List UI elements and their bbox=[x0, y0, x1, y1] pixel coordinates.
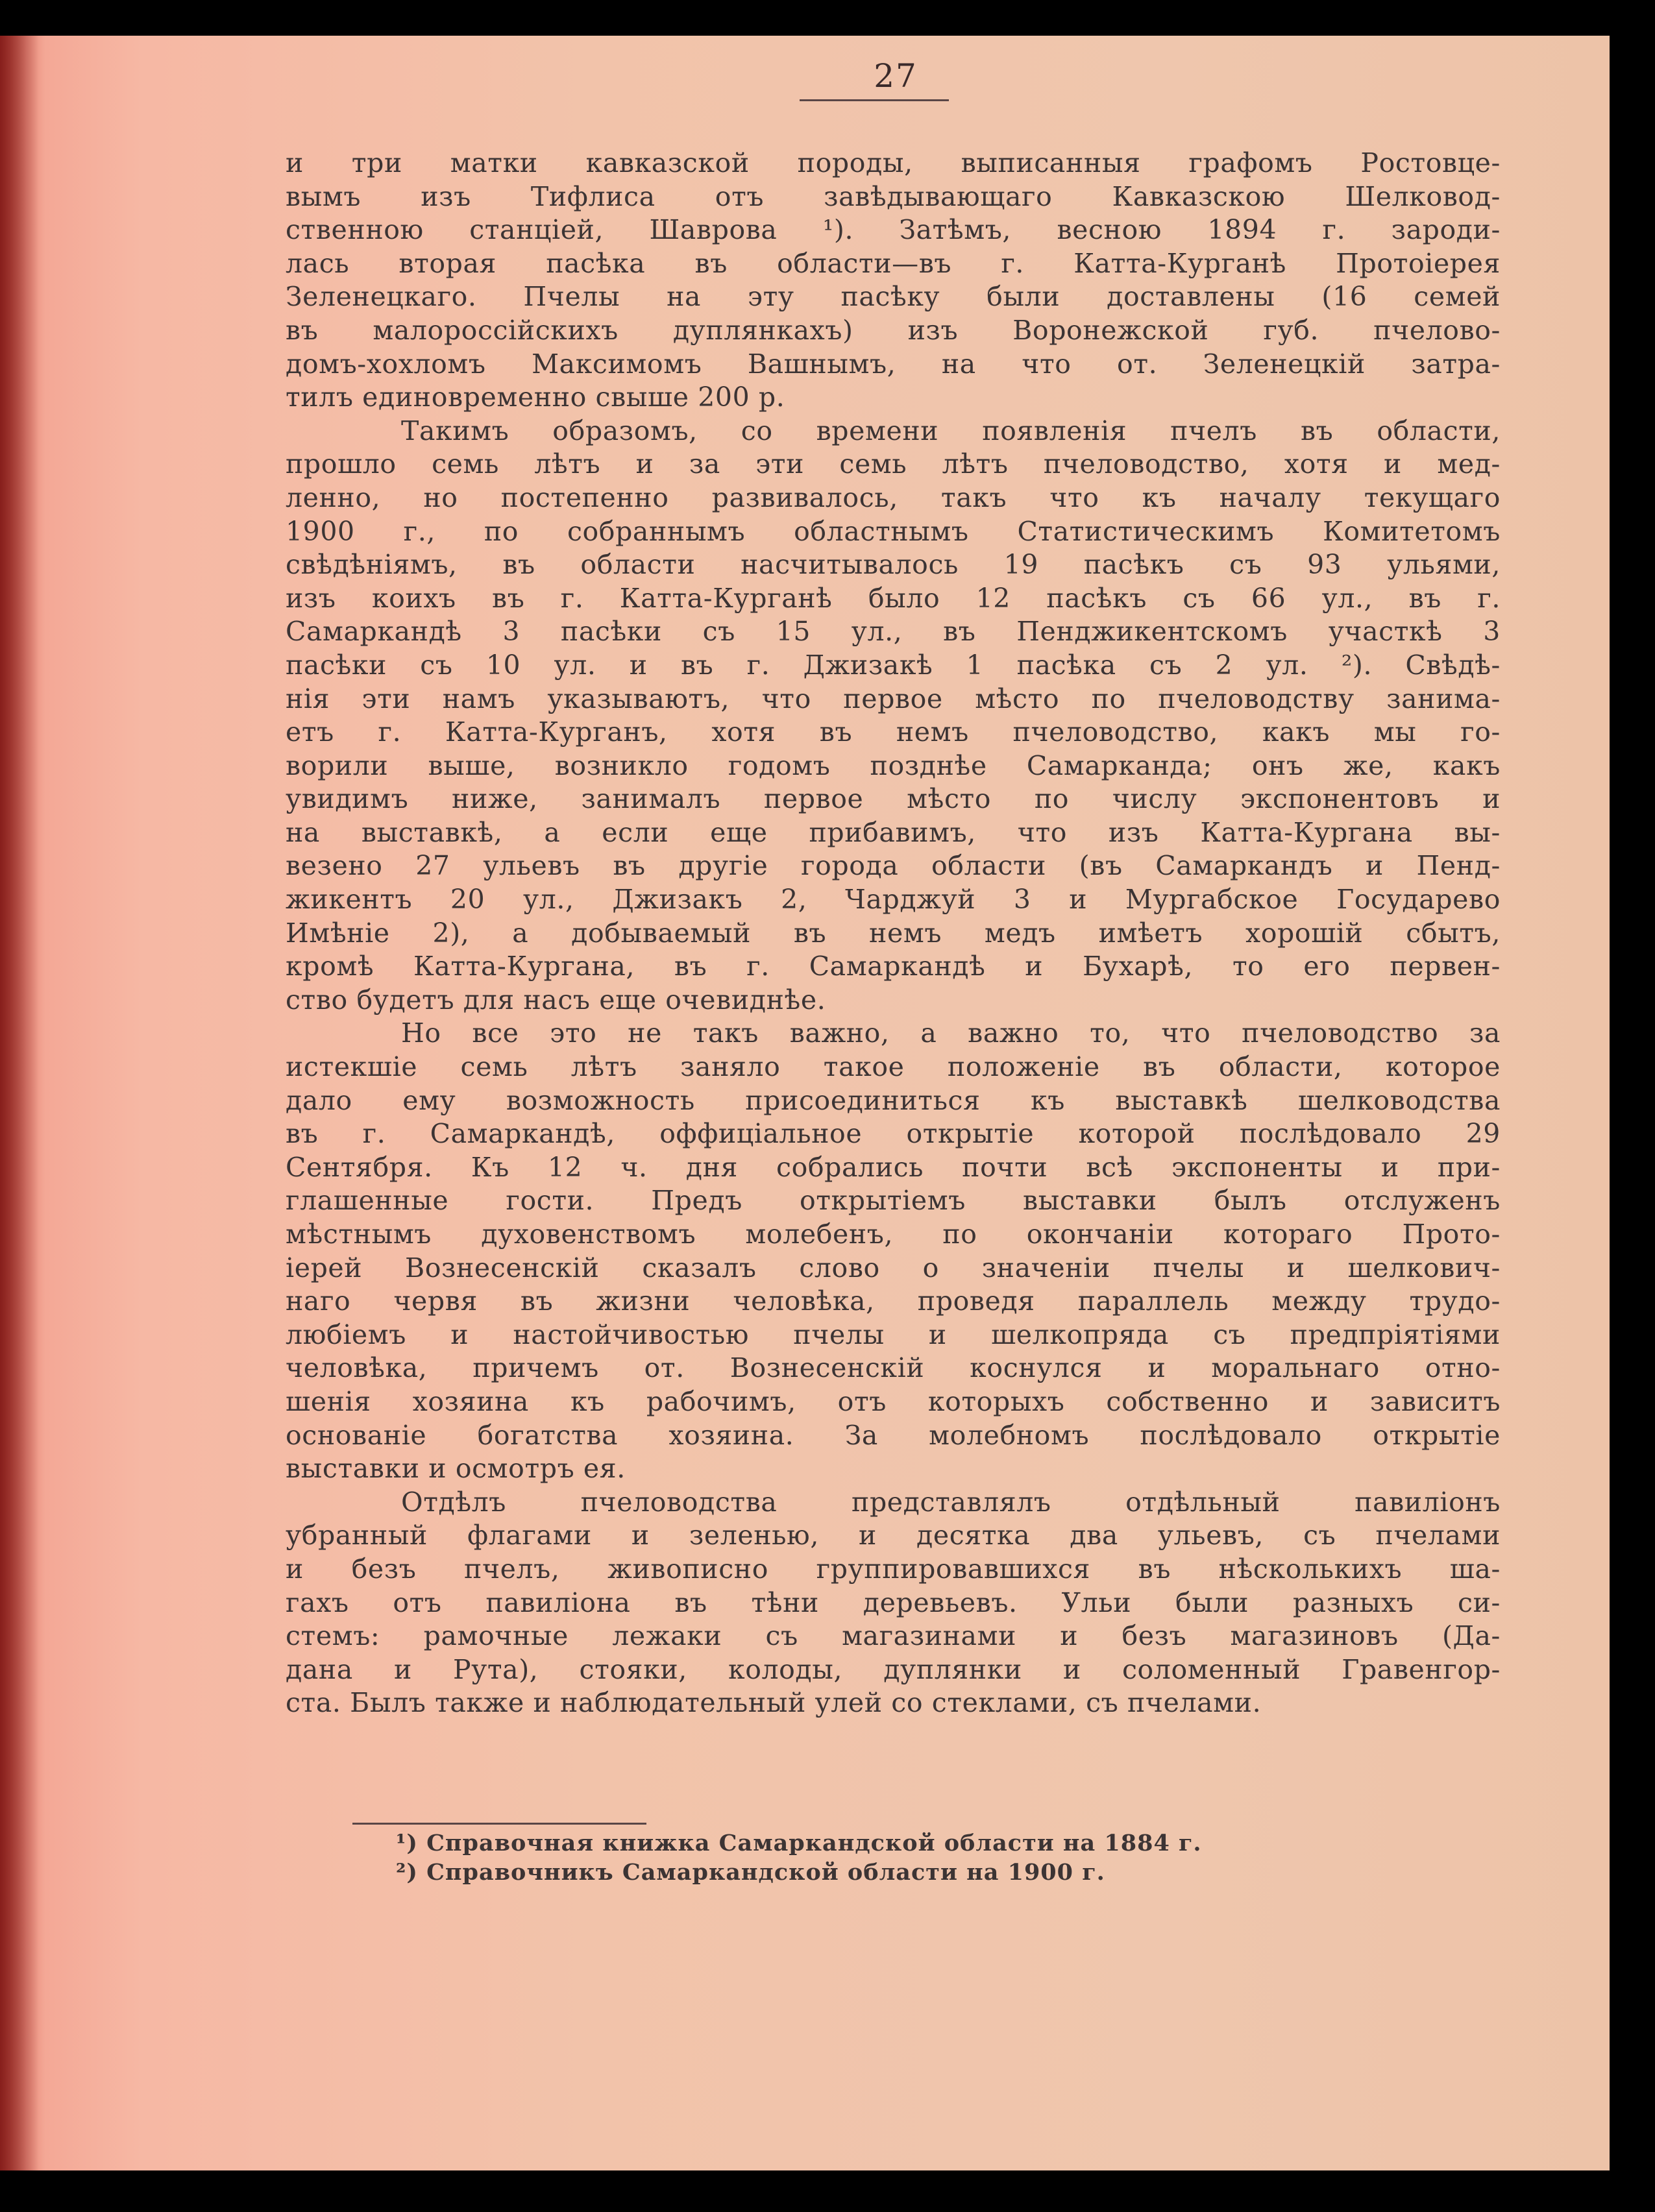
text-line: увидимъ ниже, занималъ первое мѣсто по числу экспонентовъ и bbox=[286, 783, 1501, 815]
text-line: истекшіе семь лѣтъ заняло такое положеніе въ области, которое bbox=[286, 1051, 1501, 1083]
text-line: гахъ отъ павиліона въ тѣни деревьевъ. Ульи были разныхъ си- bbox=[286, 1586, 1501, 1618]
text-line: дало ему возможность присоединиться къ выставкѣ шелководства bbox=[286, 1084, 1501, 1116]
text-line: домъ-хохломъ Максимомъ Вашнымъ, на что от. Зеленецкій затра- bbox=[286, 348, 1501, 380]
text-line: Но все это не такъ важно, а важно то, что пчеловодство за bbox=[401, 1017, 1501, 1049]
text-line: на выставкѣ, а если еще прибавимъ, что изъ Катта-Кургана вы- bbox=[286, 816, 1501, 848]
text-line: Отдѣлъ пчеловодства представлялъ отдѣльный павиліонъ bbox=[401, 1486, 1501, 1518]
text-line: и три матки кавказской породы, выписанныя графомъ Ростовце- bbox=[286, 147, 1501, 178]
text-line: ста. Былъ также и наблюдательный улей со стеклами, съ пчелами. bbox=[286, 1687, 1262, 1719]
text-line: Имѣніе 2), а добываемый въ немъ медъ имѣетъ хорошій сбытъ, bbox=[286, 917, 1501, 949]
paragraph bbox=[286, 415, 1501, 1017]
text-line: Зеленецкаго. Пчелы на эту пасѣку были доставлены (16 семей bbox=[286, 281, 1501, 313]
text-line: 1900 г., по собраннымъ областнымъ Статистическимъ Комитетомъ bbox=[286, 515, 1501, 547]
text-line: основаніе богатства хозяина. За молебномъ послѣдовало открытіе bbox=[286, 1419, 1501, 1451]
footnotes bbox=[396, 1829, 1369, 1887]
text-line: дана и Рута), стояки, колоды, дуплянки и соломенный Гравенгор- bbox=[286, 1653, 1501, 1685]
text-line: и безъ пчелъ, живописно группировавшихся въ нѣсколькихъ ша- bbox=[286, 1553, 1501, 1585]
text-line: шенія хозяина къ рабочимъ, отъ которыхъ собственно и зависитъ bbox=[286, 1385, 1501, 1417]
text-line: изъ коихъ въ г. Катта-Курганѣ было 12 пасѣкъ съ 66 ул., въ г. bbox=[286, 582, 1501, 614]
page-number-rule bbox=[800, 99, 949, 101]
body-text bbox=[286, 147, 1501, 1720]
text-line: въ малороссійскихъ дуплянкахъ) изъ Воронежской губ. пчелово- bbox=[286, 314, 1501, 346]
text-line: глашенные гости. Предъ открытіемъ выставки былъ отслуженъ bbox=[286, 1185, 1501, 1217]
text-line: жикентъ 20 ул., Джизакъ 2, Чарджуй 3 и Мургабское Государево bbox=[286, 884, 1501, 916]
text-line: въ г. Самаркандѣ, оффиціальное открытіе которой послѣдовало 29 bbox=[286, 1118, 1501, 1150]
text-line: убранный флагами и зеленью, и десятка два ульевъ, съ пчелами bbox=[286, 1520, 1501, 1551]
text-line: ленно, но постепенно развивалось, такъ что къ началу текущаго bbox=[286, 481, 1501, 513]
footnote: ¹) Справочная книжка Самаркандской области на 1884 г. bbox=[396, 1830, 1202, 1856]
text-line: Сентября. Къ 12 ч. дня собрались почти всѣ экспоненты и при- bbox=[286, 1151, 1501, 1183]
text-line: ворили выше, возникло годомъ позднѣе Самарканда; онъ же, какъ bbox=[286, 749, 1501, 781]
text-line: Такимъ образомъ, со времени появленія пчелъ въ области, bbox=[401, 415, 1501, 446]
paragraph bbox=[286, 1486, 1501, 1720]
text-line: вымъ изъ Тифлиса отъ завѣдывающаго Кавказскою Шелковод- bbox=[286, 180, 1501, 212]
text-line: наго червя въ жизни человѣка, проведя параллель между трудо- bbox=[286, 1285, 1501, 1317]
text-line: кромѣ Катта-Кургана, въ г. Самаркандѣ и Бухарѣ, то его первен- bbox=[286, 951, 1501, 982]
text-line: пасѣки съ 10 ул. и въ г. Джизакѣ 1 пасѣка съ 2 ул. ²). Свѣдѣ- bbox=[286, 649, 1501, 681]
text-line: любіемъ и настойчивостью пчелы и шелкопряда съ предпріятіями bbox=[286, 1319, 1501, 1350]
text-line: ство будетъ для насъ еще очевиднѣе. bbox=[286, 984, 826, 1015]
text-line: везено 27 ульевъ въ другіе города области (въ Самаркандъ и Пенд- bbox=[286, 850, 1501, 882]
paragraph bbox=[286, 147, 1501, 415]
text-line: стемъ: рамочные лежаки съ магазинами и безъ магазиновъ (Да- bbox=[286, 1620, 1501, 1652]
paragraph bbox=[286, 1017, 1501, 1485]
text-line: тилъ единовременно свыше 200 р. bbox=[286, 382, 785, 413]
text-line: нія эти намъ указываютъ, что первое мѣсто по пчеловодству занима- bbox=[286, 683, 1501, 714]
text-line: выставки и осмотръ ея. bbox=[286, 1453, 626, 1485]
footnote: ²) Справочникъ Самаркандской области на 1900 г. bbox=[396, 1859, 1105, 1886]
page-spine-shadow bbox=[0, 36, 39, 2170]
text-line: свѣдѣніямъ, въ области насчитывалось 19 пасѣкъ съ 93 ульями, bbox=[286, 549, 1501, 581]
text-line: іерей Вознесенскій сказалъ слово о значеніи пчелы и шелкович- bbox=[286, 1252, 1501, 1283]
text-line: мѣстнымъ духовенствомъ молебенъ, по окончаніи котораго Прото- bbox=[286, 1219, 1501, 1250]
text-line: прошло семь лѣтъ и за эти семь лѣтъ пчеловодство, хотя и мед- bbox=[286, 448, 1501, 480]
text-line: етъ г. Катта-Курганъ, хотя въ немъ пчеловодство, какъ мы го- bbox=[286, 716, 1501, 748]
page-number: 27 bbox=[874, 57, 918, 95]
text-line: Самаркандѣ 3 пасѣки съ 15 ул., въ Пенджикентскомъ участкѣ 3 bbox=[286, 616, 1501, 648]
footnote-rule bbox=[352, 1823, 646, 1825]
text-line: лась вторая пасѣка въ области—въ г. Катта-Курганѣ Протоіерея bbox=[286, 247, 1501, 279]
text-line: ственною станціей, Шаврова ¹). Затѣмъ, весною 1894 г. зароди- bbox=[286, 214, 1501, 246]
text-line: человѣка, причемъ от. Вознесенскій коснулся и моральнаго отно- bbox=[286, 1352, 1501, 1384]
